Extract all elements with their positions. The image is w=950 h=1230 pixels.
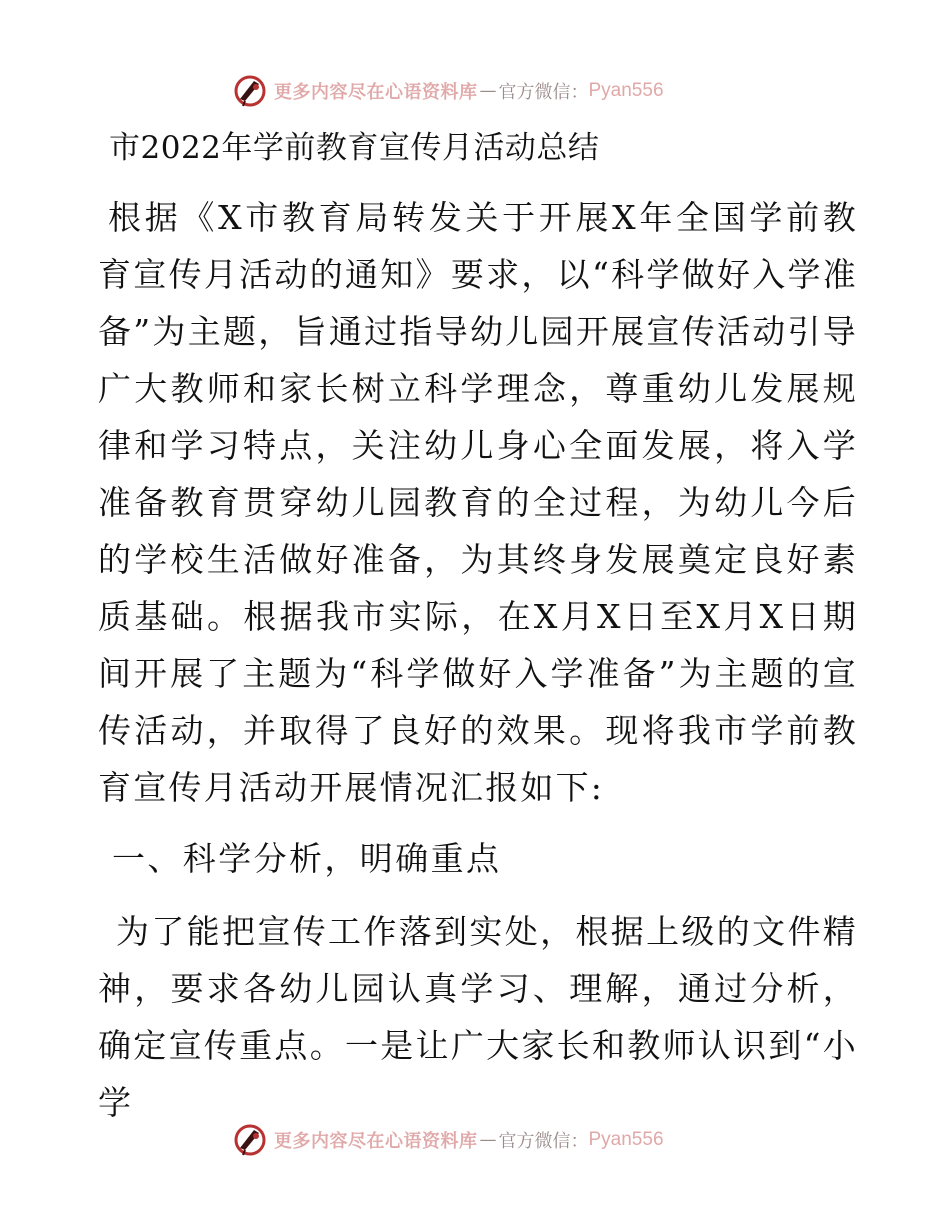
watermark-wechat-label: 官方微信： <box>498 82 589 103</box>
watermark-wechat-id: Pyan556 <box>588 80 664 101</box>
watermark-wechat-id: Pyan556 <box>588 1129 664 1150</box>
section-paragraph: 为了能把宣传工作落到实处，根据上级的文件精神，要求各幼儿园认真学习、理解，通过分析，确定宣传重点。一是让广大家长和教师认识到“小学 <box>98 912 858 1122</box>
intro-paragraph: 根据《X市教育局转发关于开展X年全国学前教育宣传月活动的通知》要求，以“科学做好入学准备”为主题，旨通过指导幼儿园开展宣传活动引导广大教师和家长树立科学理念，尊重幼儿发展规律和学习特点，关注幼儿身心全面发展，将入学准备教育贯穿幼儿园教育的全过程，为幼儿今后的学校生活做好准备，为其终身发展奠定良好素质基础。根据我市实际，在X月X日至X月X日期间开展了主题为“科学做好入学准备”为主题的宣传活动，并取得了良好的效果。现将我市学前教育宣传月活动开展情况汇报如下: <box>98 198 858 807</box>
watermark-footer <box>232 1120 664 1160</box>
watermark-header <box>232 71 664 111</box>
document-title: 市2022年学前教育宣传月活动总结 <box>109 130 600 166</box>
quill-logo-icon <box>232 73 268 109</box>
watermark-wechat-label: 官方微信： <box>498 1131 589 1152</box>
watermark-brand-text: 更多内容尽在心语资料库 <box>274 1131 478 1152</box>
quill-logo-icon <box>232 1122 268 1158</box>
watermark-brand-text: 更多内容尽在心语资料库 <box>274 82 478 103</box>
section-heading: 一、科学分析，明确重点 <box>112 839 502 878</box>
watermark-separator: — <box>479 1130 497 1150</box>
watermark-separator: — <box>479 81 497 101</box>
document-body <box>98 117 858 1131</box>
